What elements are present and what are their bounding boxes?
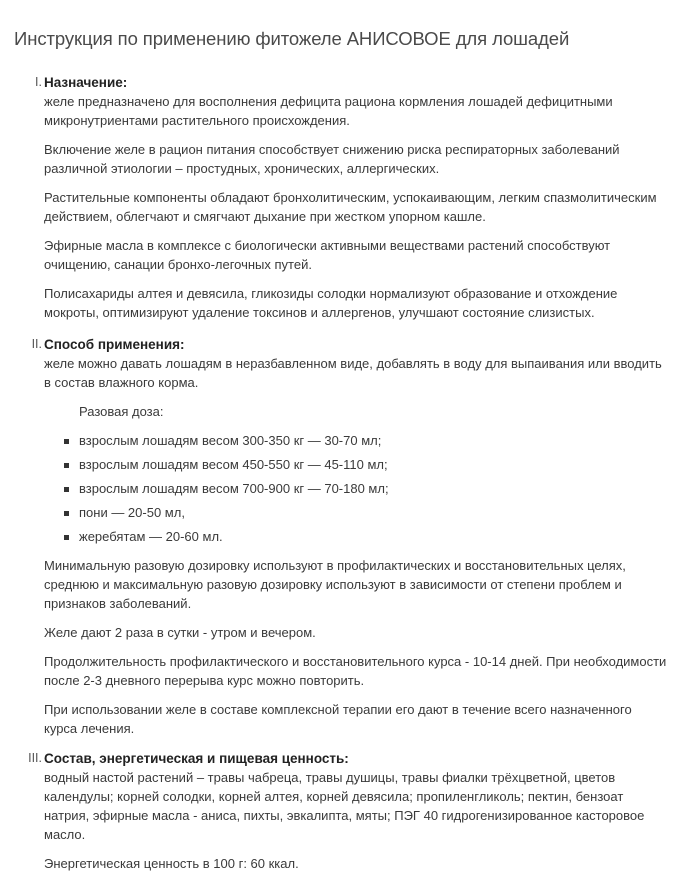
section-heading: Назначение: [44,75,128,90]
list-item: взрослым лошадям весом 300-350 кг — 30-70 мл; [64,431,667,450]
list-item: пони — 20-50 мл, [64,503,667,522]
paragraph: Продолжительность профилактического и восстановительного курса - 10-14 дней. При необходимости после 2-3 дневного перерыва курс можно повторить. [44,654,667,688]
section-numeral: I. [35,75,42,89]
section-composition [14,749,667,873]
section-body [44,768,667,873]
list-item: взрослым лошадям весом 700-900 кг — 70-180 мл; [64,479,667,498]
paragraph: Эфирные масла в комплексе с биологически активными веществами растений способствуют очищению, санации бронхо-легочных путей. [44,238,611,272]
paragraph: Энергетическая ценность в 100 г: 60 ккал. [44,856,299,871]
section-numeral: III. [28,751,42,765]
section-body [44,92,667,322]
page-title: Инструкция по применению фитожеле АНИСОВОЕ для лошадей [14,28,570,49]
section-usage [14,335,667,738]
paragraph: желе можно давать лошадям в неразбавленном виде, добавлять в воду для выпаивания или вводить в состав влажного корма. [44,356,662,390]
section-heading: Состав, энергетическая и пищевая ценность: [44,751,349,766]
paragraph: водный настой растений – травы чабреца, травы душицы, травы фиалки трёхцветной, цветов календулы; корней солодки, корней алтея, корней девясила; пропиленгликоль; пектин, бензоат натрия, эфирные масла - аниса, пихты, эвкалипта, мяты; ПЭГ 40 гидрогенизированное касторовое масло. [44,770,645,842]
section-purpose [14,73,667,322]
paragraph: Растительные компоненты обладают бронхолитическим, успокаивающим, легким спазмолитическим действием, облегчают и смягчают дыхание при жестком упорном кашле. [44,190,657,224]
paragraph: желе предназначено для восполнения дефицита рациона кормления лошадей дефицитными микронутриентами растительного происхождения. [44,94,613,128]
dose-label: Разовая доза: [79,404,164,419]
paragraph: Минимальную разовую дозировку используют в профилактических и восстановительных целях, среднюю и максимальную разовую дозировку используют в зависимости от степени проблем и признаков заболеваний. [44,558,626,611]
paragraph: При использовании желе в составе комплексной терапии его дают в течение всего назначенного курса лечения. [44,702,632,736]
dose-list [44,431,667,546]
section-body [44,354,667,738]
list-item: жеребятам — 20-60 мл. [64,527,667,546]
section-numeral: II. [31,337,42,351]
section-heading: Способ применения: [44,337,185,352]
list-item: взрослым лошадям весом 450-550 кг — 45-110 мл; [64,455,667,474]
paragraph: Желе дают 2 раза в сутки - утром и вечером. [44,625,316,640]
paragraph: Полисахариды алтея и девясила, гликозиды солодки нормализуют образование и отхождение мокроты, оптимизируют удаление токсинов и аллергенов, улучшают состояние слизистых. [44,286,618,320]
paragraph: Включение желе в рацион питания способствует снижению риска респираторных заболеваний различной этиологии – простудных, хронических, аллергических. [44,142,620,176]
